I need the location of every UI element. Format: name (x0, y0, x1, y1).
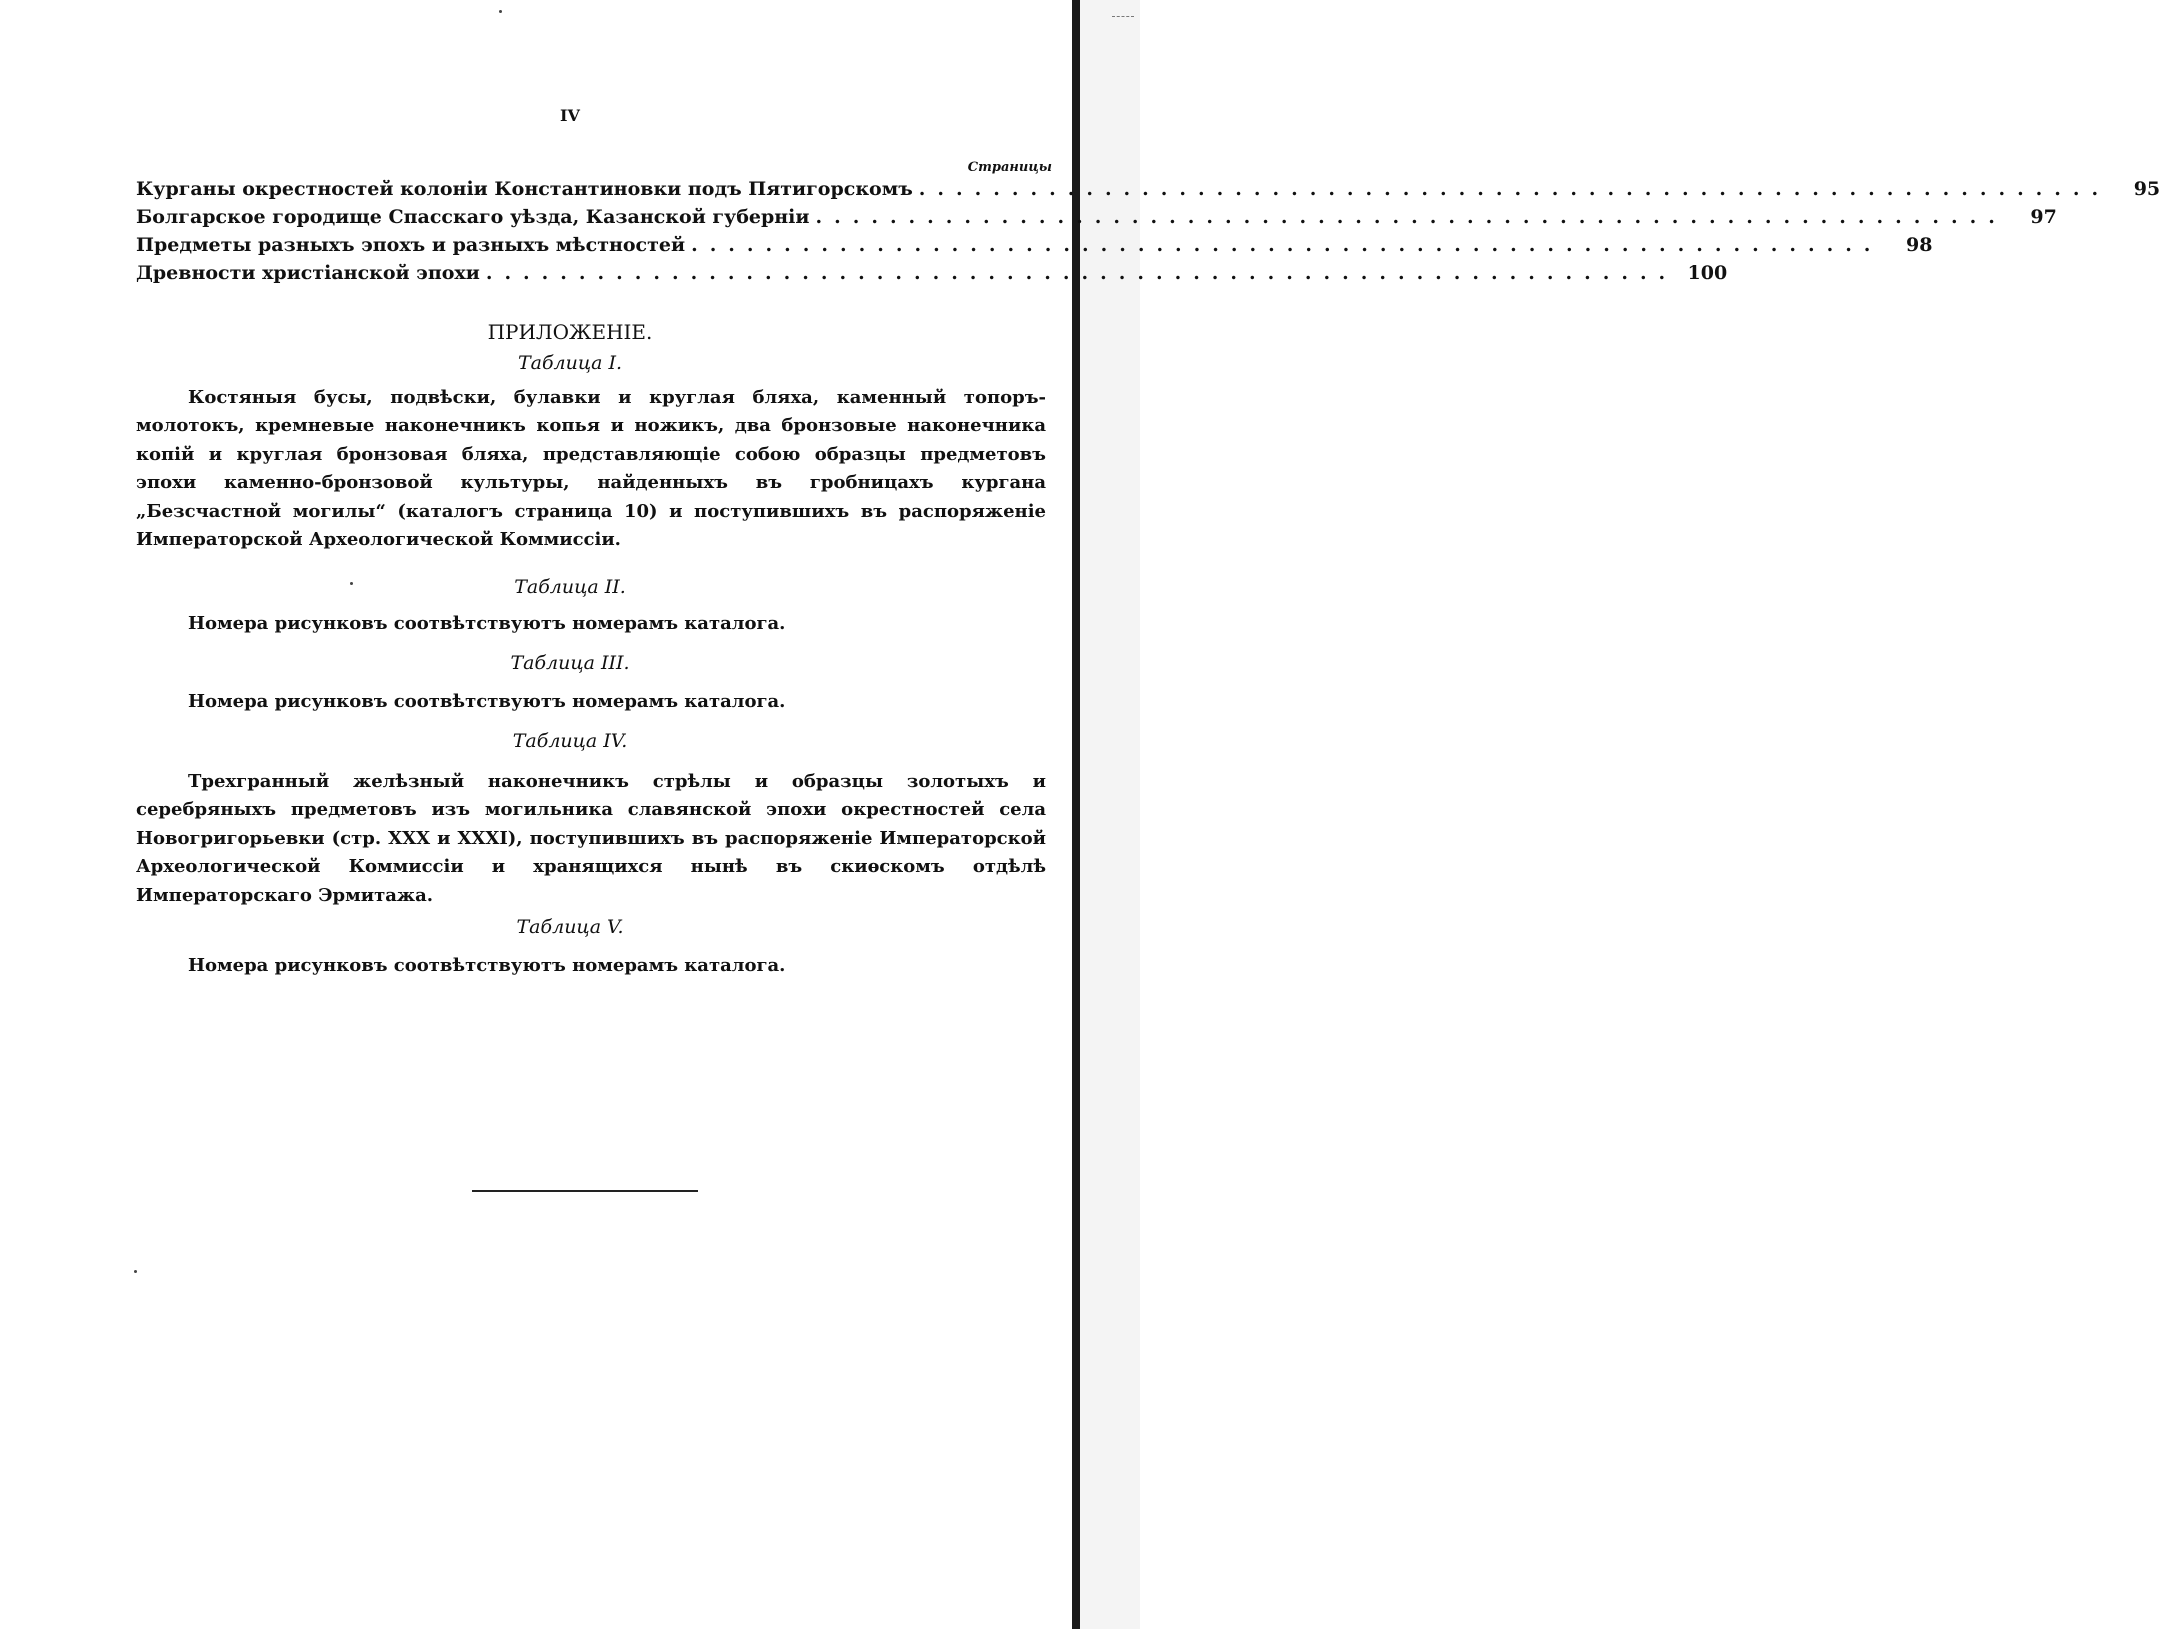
toc-entry-page: 97 (2030, 206, 2057, 228)
toc-entry (136, 178, 2160, 206)
table-description: Номера рисунковъ соотвѣтствуютъ номерамъ каталога. (188, 691, 786, 712)
toc-entry (136, 206, 2057, 234)
table-description: Номера рисунковъ соотвѣтствуютъ номерамъ каталога. (188, 613, 786, 634)
scan-mark (1112, 16, 1134, 19)
table-description: Костяныя бусы, подвѣски, булавки и круглая бляха, каменный топоръ-молотокъ, кремневые наконечникъ копья и ножикъ, два бронзовые наконечника копій и круглая бронзовая бляха, представляющіе собою образцы предметовъ эпохи каменно-бронзовой культуры, найденныхъ въ гробницахъ кургана „Безсчастной могилы“ (каталогъ страница 10) и поступившихъ въ распоряженіе Императорской Археологической Коммиссіи. (136, 387, 1046, 551)
page-number: IV (560, 106, 580, 125)
scan-speck (499, 10, 502, 13)
table-heading: Таблица II. (514, 576, 626, 598)
table-heading: Таблица IV. (512, 730, 628, 752)
closing-rule (472, 1190, 698, 1192)
appendix-title: ПРИЛОЖЕНІЕ. (487, 320, 653, 344)
toc-entry-page: 100 (1687, 262, 1728, 284)
toc-entry-title: Курганы окрестностей колоніи Константиновки подъ Пятигорскомъ (136, 178, 913, 200)
toc-entry-title: Болгарское городище Спасскаго уѣзда, Казанской губерніи (136, 206, 810, 228)
toc-entry-title: Предметы разныхъ эпохъ и разныхъ мѣстностей (136, 234, 686, 256)
toc-entry-page: 95 (2133, 178, 2160, 200)
toc-leader-dots: ................................................................ (918, 178, 2111, 200)
table-heading: Таблица III. (510, 652, 630, 674)
toc-entry-title: Древности христіанской эпохи (136, 262, 480, 284)
toc-leader-dots: ................................................................ (485, 262, 1678, 284)
table-heading: Таблица I. (517, 352, 623, 374)
toc-leader-dots: ................................................................ (815, 206, 2007, 228)
table-heading: Таблица V. (516, 916, 624, 938)
pages-column-header: Страницы (967, 160, 1052, 175)
toc-entry-page: 98 (1905, 234, 1933, 256)
toc-entry (136, 234, 1933, 262)
scan-speck (134, 1270, 137, 1273)
table-description: Трехгранный желѣзный наконечникъ стрѣлы и образцы золотыхъ и серебряныхъ предметовъ изъ могильника славянской эпохи окрестностей села Новогригорьевки (стр. XXX и XXXI), поступившихъ въ распоряженіе Императорской Археологической Коммиссіи и хранящихся нынѣ въ скиѳскомъ отдѣлѣ Императорскаго Эрмитажа. (136, 771, 1046, 906)
toc-leader-dots: ................................................................ (691, 234, 1883, 256)
table-description: Номера рисунковъ соотвѣтствуютъ номерамъ каталога. (188, 955, 786, 976)
toc-entry (136, 262, 1728, 290)
